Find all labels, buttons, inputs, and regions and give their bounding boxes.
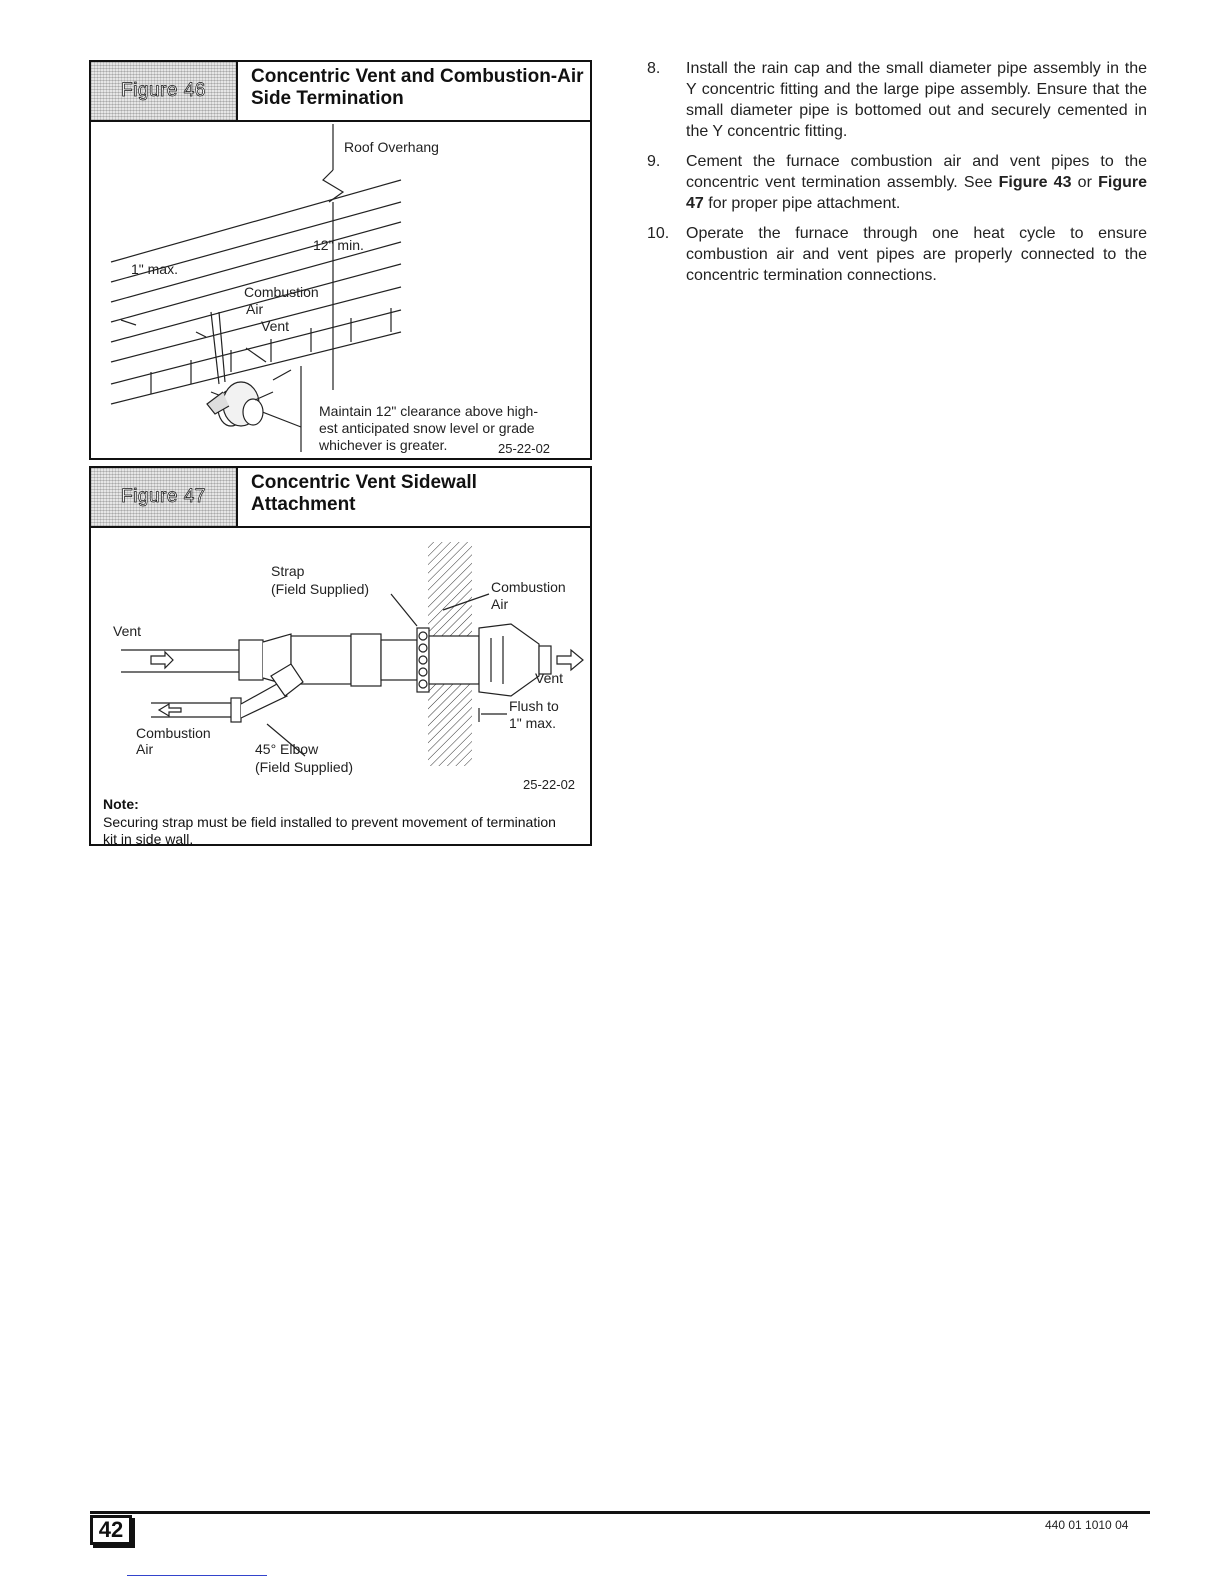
step-text-pre: Cement the furnace combustion air and vent pipes to the concentric vent termination assembly. See (686, 153, 1147, 191)
label-air: Air (246, 301, 264, 317)
step-8 (647, 58, 1147, 142)
note-title: Note: (103, 796, 139, 812)
label-12-min: 12" min. (313, 237, 364, 253)
label-45-elbow: 45° Elbow (255, 741, 319, 757)
footer-rule (90, 1511, 1150, 1514)
step-number: 10. (647, 225, 670, 242)
label-field-supplied-2: (Field Supplied) (255, 759, 354, 775)
note-text: Securing strap must be field installed to prevent movement of termination kit in side wall. (103, 814, 556, 847)
step-text: Install the rain cap and the small diameter pipe assembly in the Y concentric fitting and the large pipe assembly. Ensure that the small diameter pipe is bottomed out and securely cemented in the Y concentric fitting. (686, 60, 1147, 140)
label-flush-to: Flush to (509, 698, 559, 714)
label-1-max: 1" max. (131, 261, 178, 277)
figure-43-reference: Figure 43 (998, 174, 1072, 191)
label-1-max: 1" max. (509, 715, 556, 731)
figure-46-tag-label: Figure 46 (121, 80, 206, 101)
note-line-1: Maintain 12" clearance above high- (319, 403, 538, 419)
figure-47-title: Concentric Vent Sidewall Attachment (251, 472, 477, 515)
label-air-right: Air (491, 596, 509, 612)
step-9 (647, 151, 1147, 214)
label-vent: Vent (261, 318, 290, 334)
step-number: 8. (647, 60, 661, 77)
label-combustion: Combustion (244, 284, 319, 300)
step-text: Operate the furnace through one heat cycle to ensure combustion air and vent pipes are properly connected to the concentric termination connections. (686, 225, 1147, 284)
label-vent-right: Vent (535, 670, 564, 686)
instruction-steps (647, 58, 1147, 295)
note-line-3: whichever is greater. (319, 437, 448, 453)
figure-47-labels (91, 528, 590, 798)
figure-46-code: 25-22-02 (498, 441, 551, 456)
document-number: 440 01 1010 04 (1045, 1518, 1129, 1532)
figure-46-tag (91, 62, 238, 120)
figure-46-header (91, 62, 590, 122)
label-combustion-right: Combustion (491, 579, 566, 595)
step-number: 9. (647, 153, 661, 170)
label-vent-left: Vent (113, 623, 142, 639)
figure-47 (89, 466, 592, 846)
figure-46 (89, 60, 592, 460)
bottom-link-underline (127, 1575, 267, 1576)
label-strap: Strap (271, 563, 305, 579)
label-air-left: Air (136, 741, 154, 757)
figure-46-title: Concentric Vent and Combustion-Air Side Termination (251, 66, 584, 109)
label-combustion-left: Combustion (136, 725, 211, 741)
step-text-post: for proper pipe attachment. (703, 195, 901, 212)
figure-46-labels (91, 122, 590, 460)
label-field-supplied-1: (Field Supplied) (271, 581, 370, 597)
figure-47-tag-label: Figure 47 (121, 486, 206, 507)
step-text-mid: or (1071, 174, 1099, 191)
note-line-2: est anticipated snow level or grade (319, 420, 535, 436)
figure-47-tag (91, 468, 238, 526)
step-10 (647, 223, 1147, 286)
page-number: 42 (90, 1515, 132, 1545)
figure-47-header (91, 468, 590, 528)
figure-47-code: 25-22-02 (523, 777, 576, 792)
label-roof-overhang: Roof Overhang (344, 139, 439, 155)
figure-47-reference: Figure 47 (686, 174, 1147, 212)
